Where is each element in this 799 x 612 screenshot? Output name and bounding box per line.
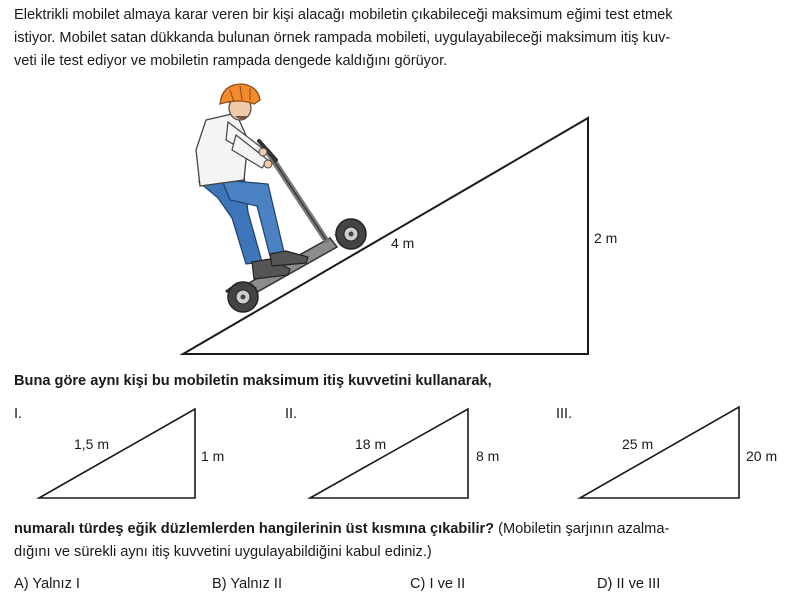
- front-wheel-icon: [336, 219, 366, 249]
- plane-I-height-label: 1 m: [201, 448, 225, 464]
- rear-wheel-icon: [228, 282, 258, 312]
- choice-b[interactable]: B) Yalnız II: [212, 576, 283, 592]
- choice-a[interactable]: A) Yalnız I: [14, 576, 80, 592]
- choice-c[interactable]: C) I ve II: [410, 576, 466, 592]
- question-text: Buna göre aynı kişi bu mobiletin maksimum itiş kuvvetini kullanarak,: [14, 373, 492, 389]
- tail-line-2: dığını ve sürekli aynı itiş kuvvetini uygulayabildiğini kabul ediniz.): [14, 544, 432, 560]
- plane-II-hypotenuse-label: 18 m: [355, 436, 387, 452]
- plane-II-height-label: 8 m: [476, 448, 500, 464]
- tail-paragraph: [14, 518, 786, 564]
- incline-plane-II: [310, 409, 468, 498]
- helmet-icon: [220, 84, 260, 104]
- choice-d[interactable]: D) II ve III: [597, 576, 661, 592]
- plane-III-numeral: III.: [556, 406, 573, 422]
- plane-I-numeral: I.: [14, 406, 23, 422]
- intro-line-2: istiyor. Mobilet satan dükkanda bulunan örnek rampada mobileti, uygulayabileceği maksimum itiş kuv-: [14, 30, 671, 46]
- plane-III-hypotenuse-label: 25 m: [622, 436, 654, 452]
- intro-line-1: Elektrikli mobilet almaya karar veren bir kişi alacağı mobiletin çıkabileceği maksimum eğimi test etmek: [14, 7, 673, 23]
- tail-line-1: [14, 518, 786, 541]
- incline-plane-I: [39, 409, 195, 498]
- intro-line-3: veti ile test ediyor ve mobiletin rampada dengede kaldığını görüyor.: [14, 53, 448, 69]
- incline-plane-III: [580, 407, 739, 498]
- plane-I-hypotenuse-label: 1,5 m: [74, 436, 110, 452]
- main-ramp-height-label: 2 m: [594, 230, 618, 246]
- tail-note-start: (Mobiletin şarjının azalma-: [494, 521, 670, 537]
- plane-III-height-label: 20 m: [746, 448, 778, 464]
- plane-II-numeral: II.: [285, 406, 298, 422]
- main-ramp-hypotenuse-label: 4 m: [391, 235, 415, 251]
- tail-bold-question: numaralı türdeş eğik düzlemlerden hangilerinin üst kısmına çıkabilir?: [14, 521, 495, 537]
